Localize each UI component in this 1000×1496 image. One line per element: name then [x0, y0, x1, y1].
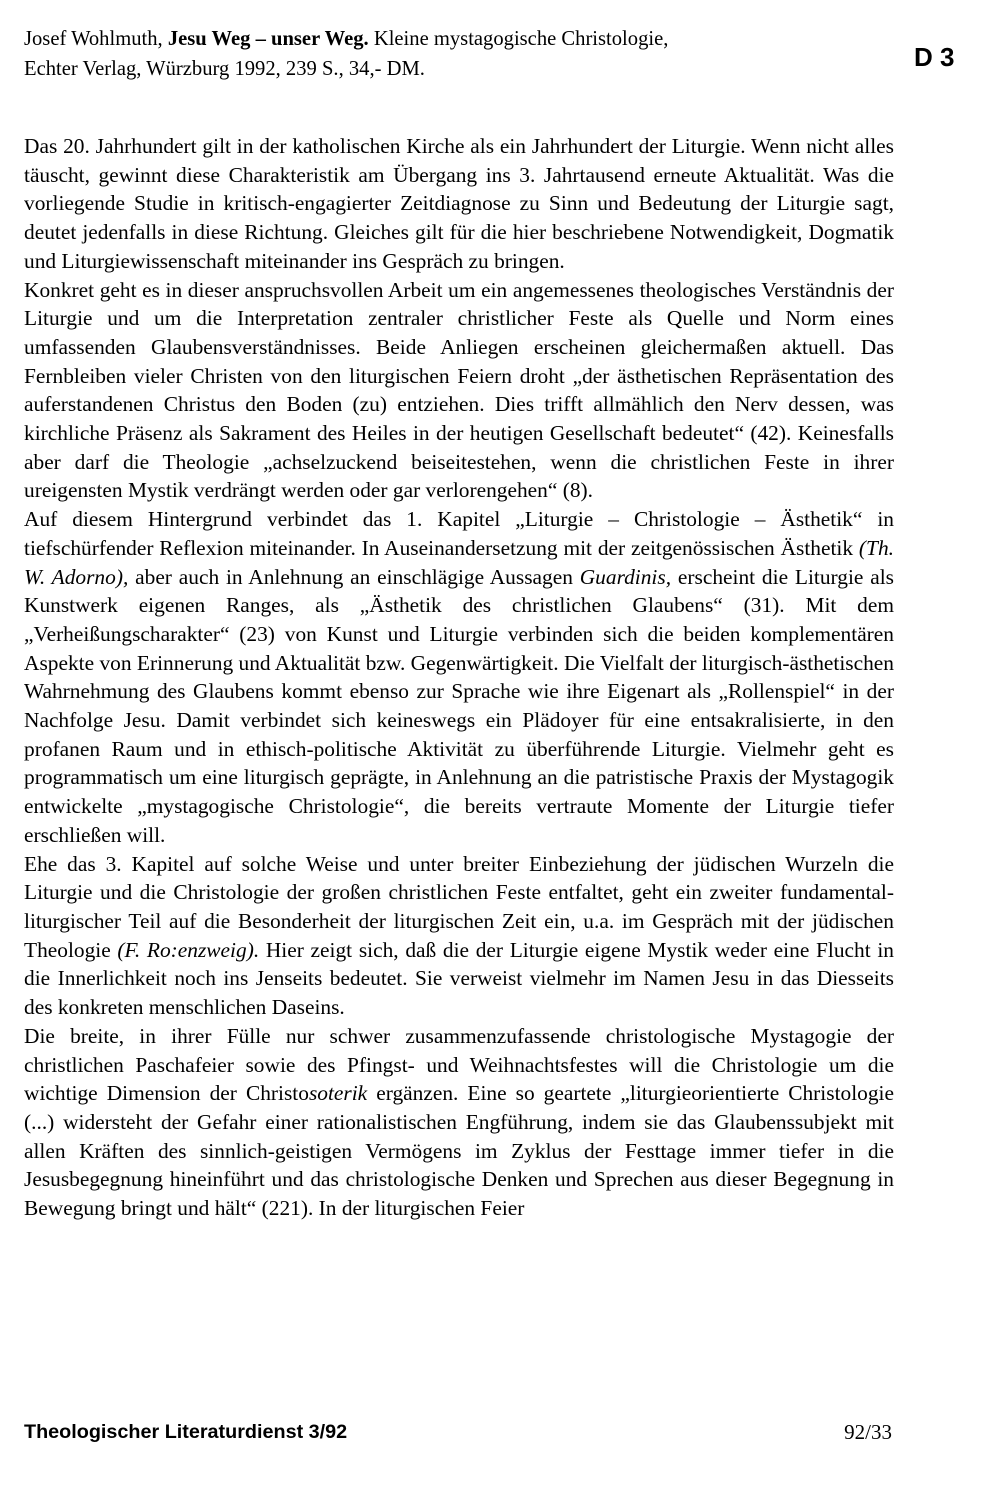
citation-guardini: Guardinis, — [579, 564, 672, 589]
book-author: Josef Wohlmuth, — [24, 28, 168, 50]
paragraph-4-text: Hier zeigt sich, daß die der Liturgie eigene Mystik weder eine Flucht in die Innerlichkeit noch ins Jenseits bedeutet. Sie verweist vielmehr im Namen Jesu in das Diesseits des konkreten menschlichen Daseins. — [24, 937, 894, 1020]
paragraph-3 — [24, 505, 894, 849]
paragraph-5-text: ergänzen. Eine so geartete „liturgieorientierte Christologie (...) widersteht der Gefahr einer rationalistischen Engführung, indem sie das Glaubenssubjekt mit allen Kräften des sinnlich-geistigen Vermögens im Zyklus der Festtage immer tiefer in die Jesusbegegnung hineinführt und das christologische Denken und Sprechen aus dieser Begegnung in Bewegung bringt und hält“ (221). In der liturgischen Feier — [24, 1081, 894, 1221]
paragraph-4-text: Ehe das 3. Kapitel auf solche Weise und unter breiter Einbeziehung der jüdischen Wurzeln die Liturgie und die Christologie der großen christlichen Feste entfaltet, geht ein zweiter fundamental-liturgischer Teil auf die Besonderheit der liturgischen Zeit ein, u.a. im Gespräch mit der jüdischen Theologie — [24, 851, 894, 962]
paragraph-2: Konkret geht es in dieser anspruchsvollen Arbeit um ein angemessenes theologisches Verständnis der Liturgie und um die Interpretation zentraler christlicher Feste als Quelle und Norm eines umfassenden Glaubensverständnisses. Beide Anliegen erscheinen gleichermaßen aktuell. Das Fernbleiben vieler Christen von den liturgischen Feiern droht „der ästhetischen Repräsentation des auferstandenen Christus den Boden (zu) entziehen. Dies trifft allmählich den Nerv dessen, was kirchliche Präsenz als Sakrament des Heiles in der heutigen Gesellschaft bedeutet“ (42). Keinesfalls aber darf die Theologie „achselzuckend beiseitestehen, wenn die christlichen Feste in ihrer ureigensten Mystik verdrängt werden oder gar verlorengehen“ (8). — [24, 277, 894, 503]
paragraph-4 — [24, 850, 894, 1022]
citation-rosenzweig: (F. Ro:enzweig). — [117, 937, 260, 962]
paragraph-5-text: Die breite, in ihrer Fülle nur schwer zusammenzufassende christologische Mystagogie der christlichen Paschafeier sowie des Pfingst- und Weihnachtsfestes will die Christologie um die wichtige Dimension der Christo — [24, 1023, 894, 1106]
paragraph-3-text: Auf diesem Hintergrund verbindet das 1. Kapitel „Liturgie – Christologie – Ästhetik“ in tiefschürfender Reflexion miteinander. In Auseinandersetzung mit der zeitgenössischen Ästhetik — [24, 507, 894, 560]
book-title: Jesu Weg – unser Weg. — [167, 28, 369, 50]
paragraph-3-text: aber auch in Anlehnung an einschlägige Aussagen — [128, 564, 580, 589]
document-code: D 3 — [914, 42, 955, 72]
page-number: 92/33 — [844, 1420, 892, 1444]
paragraph-1: Das 20. Jahrhundert gilt in der katholischen Kirche als ein Jahrhundert der Liturgie. Wenn nicht alles täuscht, gewinnt diese Charakteristik am Übergang ins 3. Jahrtausend erneute Aktualität. Was die vorliegende Studie in kritisch-engagierter Zeitdiagnose zu Sinn und Bedeutung der Liturgie sagt, deutet jedenfalls in diese Richtung. Gleiches gilt für die hier beschriebene Notwendigkeit, Dogmatik und Liturgiewissenschaft miteinander ins Gespräch zu bringen. — [24, 134, 894, 273]
paragraph-3-text: erscheint die Liturgie als Kunstwerk eigenen Ranges, als „Ästhetik des christlichen Glaubens“ (31). Mit dem „Verheißungscharakter“ (23) von Kunst und Liturgie verbinden sich die beiden komplementären Aspekte von Erinnerung und Aktualität bzw. Gegenwärtigkeit. Die Vielfalt der liturgisch-ästhetischen Wahrnehmung des Glaubens kommt ebenso zur Sprache wie ihre Eigenart als „Rollenspiel“ in der Nachfolge Jesu. Damit verbindet sich keineswegs ein Plädoyer für eine entsakralisierte, in den profanen Raum und in ethisch-politische Aktivität zu überführende Liturgie. Vielmehr geht es programmatisch um eine liturgisch geprägte, in Anlehnung an die patristische Praxis der Mystagogik entwickelte „mystagogische Christologie“, die bereits vertraute Momente der Liturgie tiefer erschließen will. — [24, 564, 894, 847]
publication-info: Echter Verlag, Würzburg 1992, 239 S., 34,- DM. — [24, 58, 425, 80]
citation-adorno: (Th. W. Adorno), — [24, 535, 894, 589]
paragraph-5 — [24, 1022, 894, 1223]
book-subtitle: Kleine mystagogische Christologie, — [368, 28, 669, 50]
citation-line — [24, 24, 904, 54]
emphasis-soterik: soterik — [308, 1081, 368, 1106]
bibliographic-header — [24, 24, 904, 84]
journal-name: Theologischer Literaturdienst 3/92 — [24, 1421, 348, 1443]
review-body — [24, 132, 894, 1223]
